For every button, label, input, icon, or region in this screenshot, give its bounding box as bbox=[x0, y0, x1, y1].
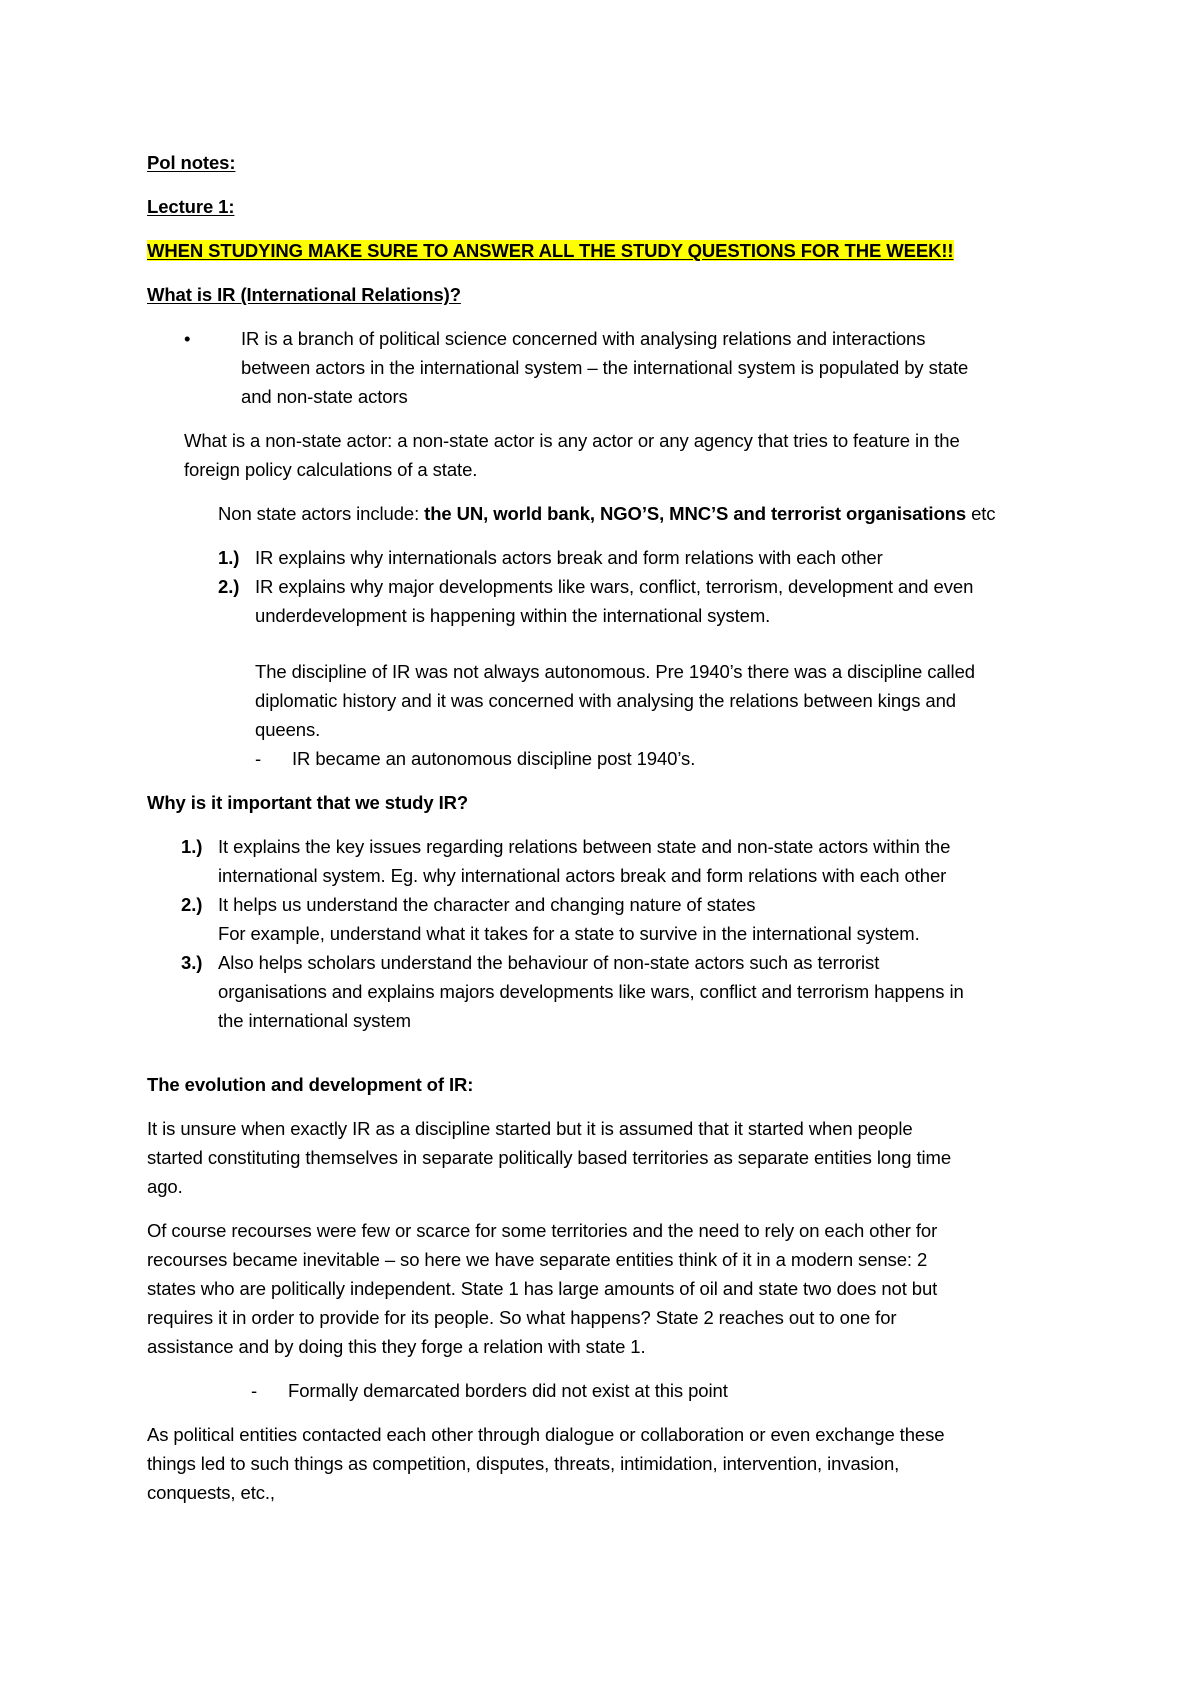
list-item bbox=[218, 543, 1067, 572]
paragraph-line: Of course recourses were few or scarce for some territories and the need to rely on each other for bbox=[147, 1220, 938, 1241]
paragraph-line: started constituting themselves in separate politically based territories as separate entities long time bbox=[147, 1147, 952, 1168]
paragraph-line: recourses became inevitable – so here we have separate entities think of it in a modern sense: 2 bbox=[147, 1249, 928, 1270]
heading-why-study: Why is it important that we study IR? bbox=[147, 792, 469, 813]
bullet-item bbox=[147, 324, 1067, 411]
dash-text: IR became an autonomous discipline post 1940’s. bbox=[292, 748, 696, 769]
bullet-line: between actors in the international system – the international system is populated by state bbox=[241, 357, 969, 378]
lecture-heading: Lecture 1: bbox=[147, 196, 235, 217]
list-item bbox=[218, 572, 1067, 630]
list-number: 1.) bbox=[181, 836, 203, 857]
dash-item bbox=[147, 1376, 1067, 1405]
paragraph-line: queens. bbox=[255, 719, 321, 740]
paragraph-line: What is a non-state actor: a non-state actor is any actor or any agency that tries to feature in the bbox=[184, 430, 960, 451]
paragraph-line: As political entities contacted each other through dialogue or collaboration or even exchange these bbox=[147, 1424, 945, 1445]
list-line: international system. Eg. why international actors break and form relations with each other bbox=[218, 865, 947, 886]
paragraph-line: states who are politically independent. State 1 has large amounts of oil and state two does not but bbox=[147, 1278, 938, 1299]
list-why-important bbox=[147, 832, 1067, 1035]
paragraph-line: ago. bbox=[147, 1176, 183, 1197]
paragraph-contact bbox=[147, 1420, 1067, 1507]
list-number: 3.) bbox=[181, 952, 203, 973]
heading-what-is-ir: What is IR (International Relations)? bbox=[147, 284, 461, 305]
doc-title: Pol notes: bbox=[147, 152, 236, 173]
paragraph-resources bbox=[147, 1216, 1067, 1361]
heading-evolution: The evolution and development of IR: bbox=[147, 1074, 474, 1095]
list-line: Also helps scholars understand the behaviour of non-state actors such as terrorist bbox=[218, 952, 880, 973]
bullet-icon: • bbox=[184, 328, 191, 349]
paragraph-line: It is unsure when exactly IR as a discipline started but it is assumed that it started when people bbox=[147, 1118, 913, 1139]
list-line: It helps us understand the character and changing nature of states bbox=[218, 894, 756, 915]
paragraph-line: diplomatic history and it was concerned with analysing the relations between kings and bbox=[255, 690, 956, 711]
list-line: the international system bbox=[218, 1010, 411, 1031]
nonstate-examples bbox=[147, 499, 1067, 528]
examples-bold: the UN, world bank, NGO’S, MNC’S and terrorist organisations bbox=[424, 503, 967, 524]
list-line: organisations and explains majors developments like wars, conflict and terrorism happens in bbox=[218, 981, 964, 1002]
list-item bbox=[181, 948, 1067, 1035]
paragraph-origin bbox=[147, 1114, 1067, 1201]
list-number: 2.) bbox=[181, 894, 203, 915]
list-line: It explains the key issues regarding relations between state and non-state actors within the bbox=[218, 836, 951, 857]
document-body bbox=[147, 148, 1067, 1507]
examples-suffix: etc bbox=[966, 503, 996, 524]
list-item bbox=[181, 890, 1067, 948]
highlighted-text: WHEN STUDYING MAKE SURE TO ANSWER ALL THE STUDY QUESTIONS FOR THE WEEK!! bbox=[147, 240, 954, 261]
dash-marker: - bbox=[255, 748, 262, 769]
paragraph-line: conquests, etc., bbox=[147, 1482, 275, 1503]
paragraph-line: The discipline of IR was not always autonomous. Pre 1940’s there was a discipline called bbox=[255, 661, 975, 682]
dash-item bbox=[255, 744, 1067, 773]
list-line: underdevelopment is happening within the international system. bbox=[255, 605, 771, 626]
list-line: IR explains why internationals actors break and form relations with each other bbox=[255, 547, 883, 568]
paragraph-line: requires it in order to provide for its people. So what happens? State 2 reaches out to one for bbox=[147, 1307, 897, 1328]
dash-marker: - bbox=[251, 1380, 258, 1401]
paragraph-line: things led to such things as competition, disputes, threats, intimidation, intervention, invasion, bbox=[147, 1453, 900, 1474]
list-item bbox=[181, 832, 1067, 890]
list-ir-explains bbox=[147, 543, 1067, 773]
paragraph-line: foreign policy calculations of a state. bbox=[184, 459, 478, 480]
dash-text: Formally demarcated borders did not exist at this point bbox=[288, 1380, 728, 1401]
paragraph-line: assistance and by doing this they forge a relation with state 1. bbox=[147, 1336, 646, 1357]
list-number: 2.) bbox=[218, 576, 240, 597]
bullet-line: IR is a branch of political science concerned with analysing relations and interactions bbox=[241, 328, 926, 349]
bullet-line: and non-state actors bbox=[241, 386, 408, 407]
examples-prefix: Non state actors include: bbox=[218, 503, 425, 524]
study-reminder bbox=[147, 236, 1067, 265]
list-line: For example, understand what it takes for a state to survive in the international system. bbox=[218, 923, 920, 944]
list-line: IR explains why major developments like wars, conflict, terrorism, development and even bbox=[255, 576, 974, 597]
discipline-paragraph bbox=[218, 657, 1067, 773]
list-number: 1.) bbox=[218, 547, 240, 568]
nonstate-definition bbox=[147, 426, 1067, 484]
